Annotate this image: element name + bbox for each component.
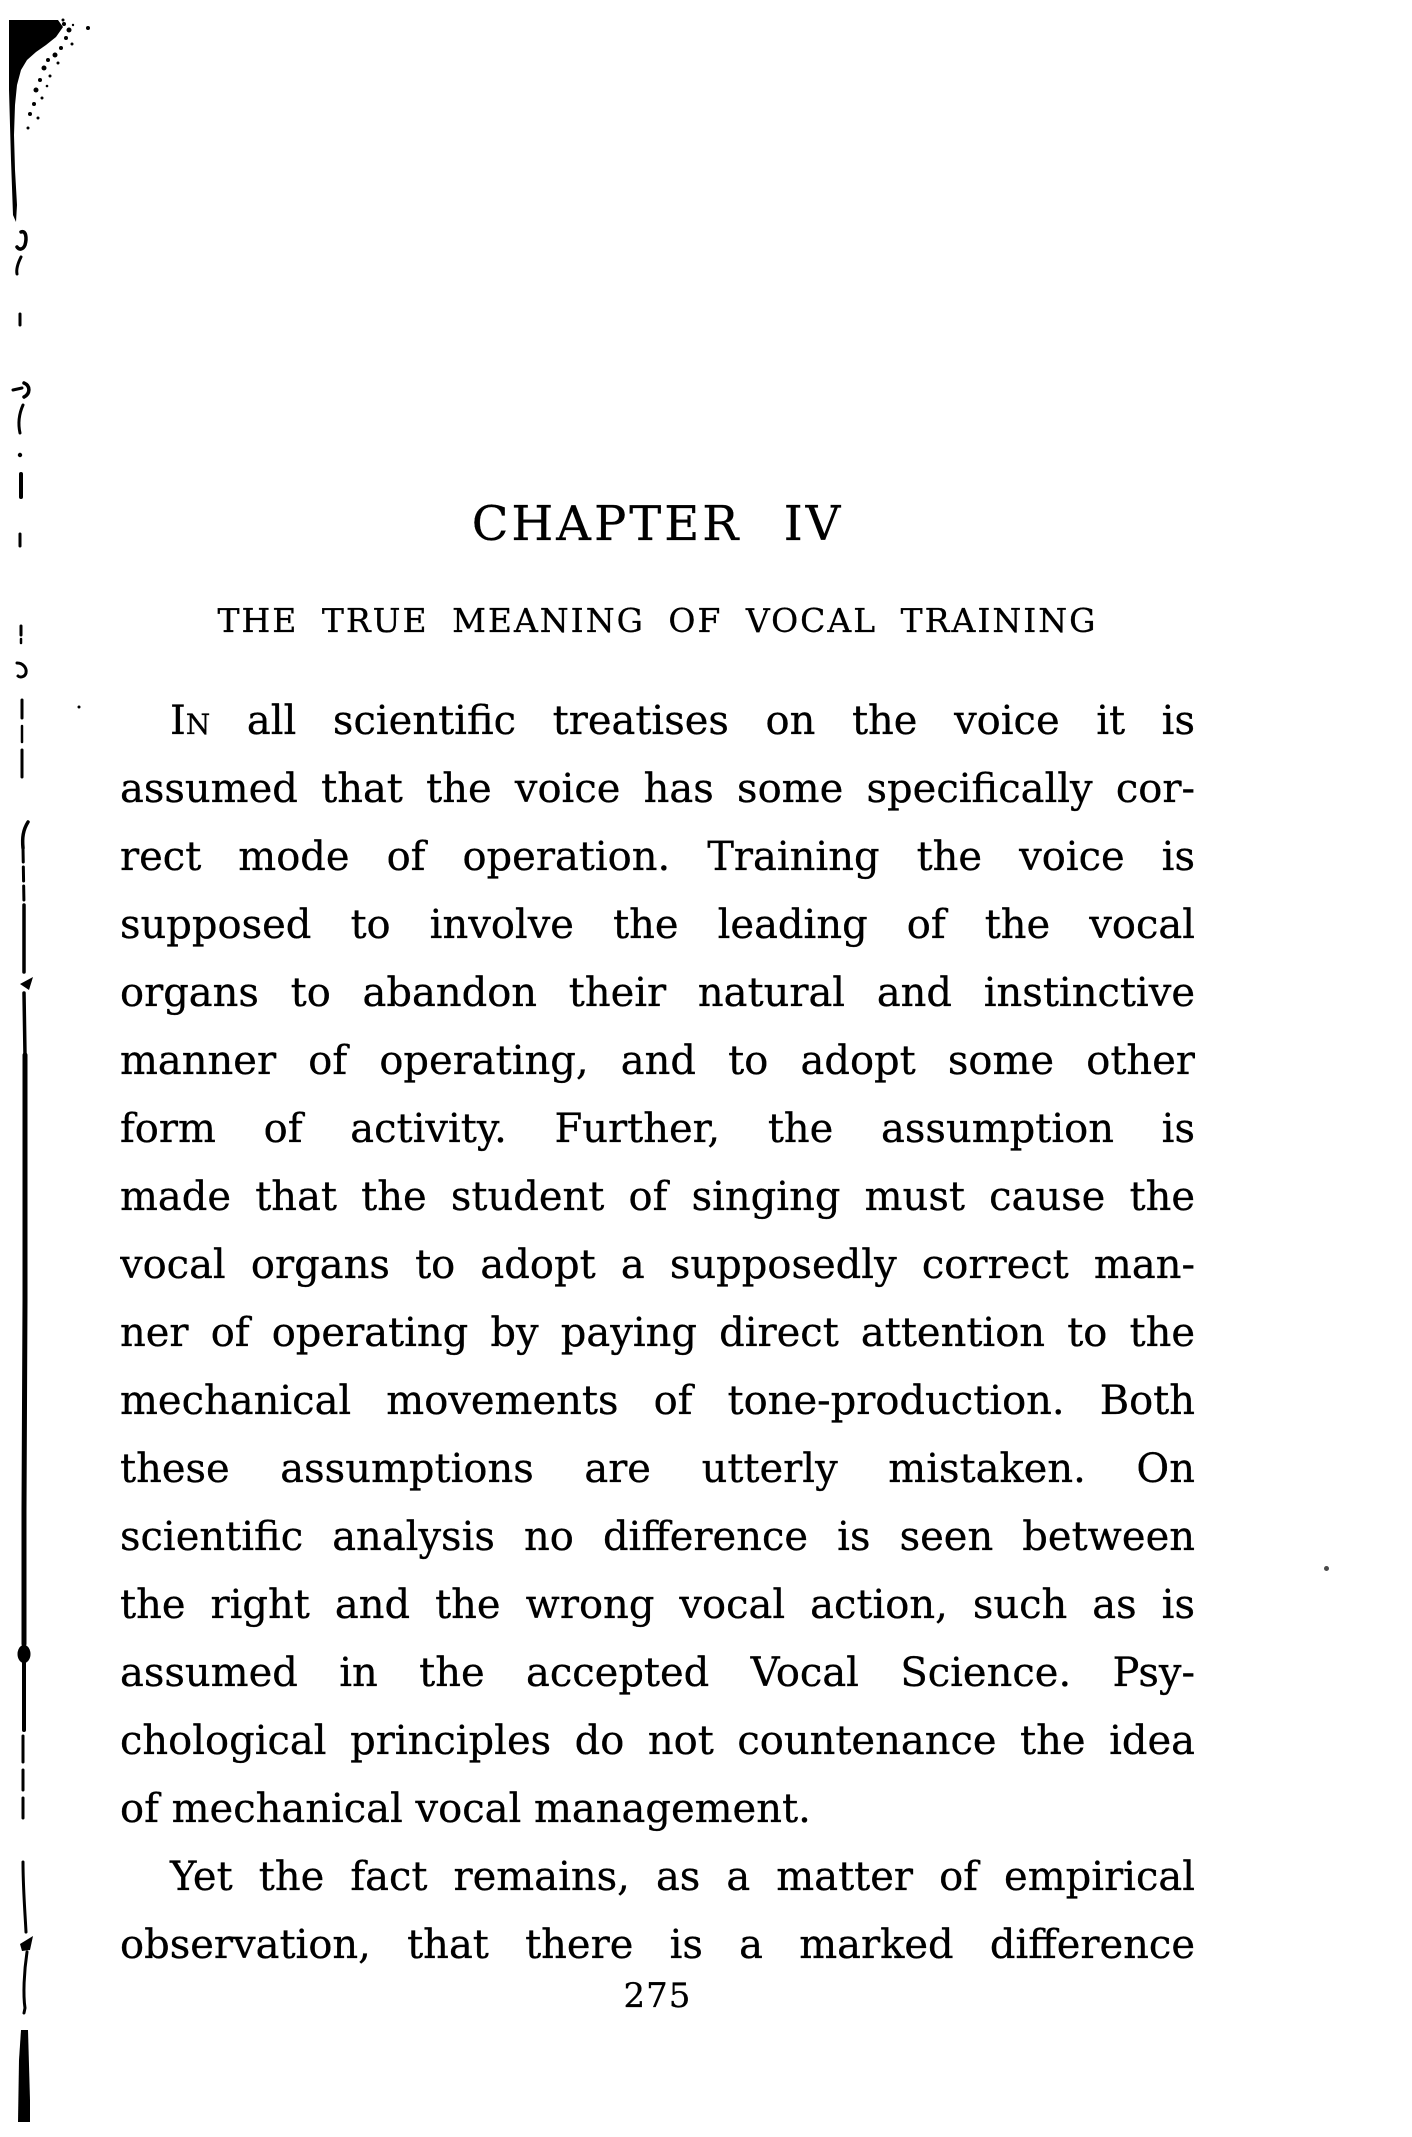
text-line: ner of operating by paying direct attention to the [120, 1310, 1195, 1356]
text-line: of mechanical vocal management. [120, 1786, 811, 1832]
scan-artifact-left-edge [0, 0, 140, 2137]
text-line: made that the student of singing must cause the [120, 1174, 1195, 1220]
line-text: all scientific treatises on the voice it is [246, 698, 1195, 744]
text-line: rect mode of operation. Training the voice is [120, 834, 1195, 880]
page-content [120, 0, 1195, 2137]
text-line: vocal organs to adopt a supposedly correct man- [120, 1242, 1195, 1288]
text-line: Yet the fact remains, as a matter of empirical [170, 1854, 1195, 1900]
text-line: chological principles do not countenance the idea [120, 1718, 1195, 1764]
text-line: supposed to involve the leading of the vocal [120, 902, 1195, 948]
text-line: these assumptions are utterly mistaken. On [120, 1446, 1195, 1492]
margin-marks [13, 232, 29, 777]
chapter-subtitle: THE TRUE MEANING OF VOCAL TRAINING [217, 601, 1098, 640]
text-line: mechanical movements of tone-production. Both [120, 1378, 1195, 1424]
corner-ink-blob [9, 20, 63, 222]
ink-speck [1324, 1566, 1329, 1571]
chapter-heading: CHAPTER IV [471, 496, 844, 552]
body-text [120, 687, 1195, 1979]
lead-word: In [170, 698, 211, 744]
text-line: assumed that the voice has some specifically cor- [120, 766, 1195, 812]
text-line: organs to abandon their natural and instinctive [120, 970, 1195, 1016]
text-line: the right and the wrong vocal action, such as is [120, 1582, 1195, 1628]
ink-speckle [27, 19, 91, 709]
text-line: scientific analysis no difference is seen between [120, 1514, 1195, 1560]
page-number: 275 [623, 1976, 692, 2016]
text-line: assumed in the accepted Vocal Science. Psy- [120, 1650, 1195, 1696]
text-line: form of activity. Further, the assumption is [120, 1106, 1195, 1152]
text-line: manner of operating, and to adopt some other [120, 1038, 1195, 1084]
left-edge-scan-line [18, 822, 34, 2122]
text-line: observation, that there is a marked difference [120, 1922, 1195, 1968]
text-line [120, 687, 1195, 755]
